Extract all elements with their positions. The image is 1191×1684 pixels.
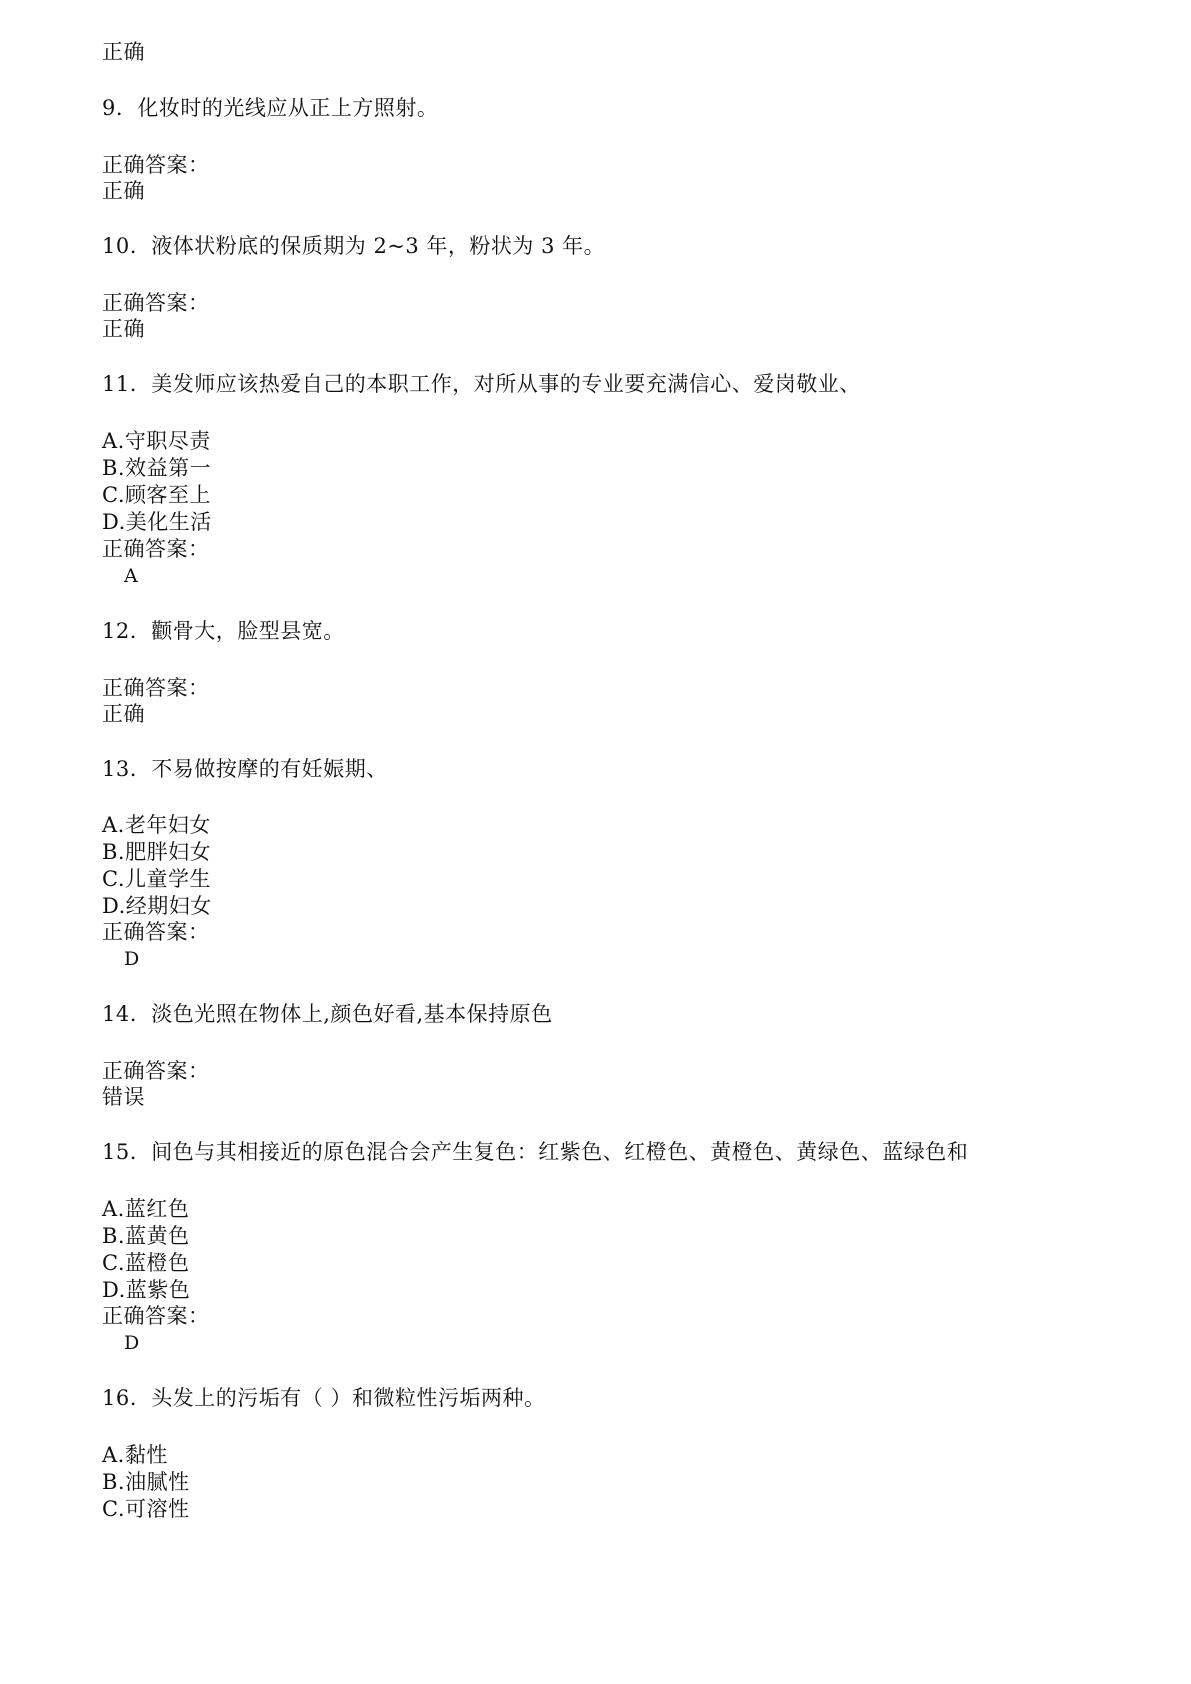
question-14 <box>102 1000 553 1028</box>
question-text: 液体状粉底的保质期为 2~3 年，粉状为 3 年。 <box>151 234 606 258</box>
option-c: C.可溶性 <box>102 1497 190 1521</box>
answer-value: A <box>124 565 139 587</box>
question-10 <box>102 232 605 260</box>
answer-value: 错误 <box>102 1085 145 1109</box>
option-b: B.肥胖妇女 <box>102 840 212 864</box>
option-b: B.效益第一 <box>102 456 212 480</box>
question-number: 13. <box>102 757 137 781</box>
answer-value: 正确 <box>102 317 145 341</box>
question-text: 颧骨大，脸型县宽。 <box>151 619 345 643</box>
question-number: 9. <box>102 96 124 120</box>
option-a: A.守职尽责 <box>102 429 211 453</box>
question-11 <box>102 370 861 398</box>
answer-value: 正确 <box>102 179 145 203</box>
answer-value: D <box>124 1332 140 1354</box>
answer-label: 正确答案： <box>102 1059 210 1083</box>
question-text: 化妆时的光线应从正上方照射。 <box>137 96 439 120</box>
question-number: 14. <box>102 1002 137 1026</box>
top-answer: 正确 <box>102 40 145 64</box>
answer-label: 正确答案： <box>102 1304 210 1328</box>
question-number: 16. <box>102 1386 137 1410</box>
question-text: 美发师应该热爱自己的本职工作，对所从事的专业要充满信心、爱岗敬业、 <box>151 372 861 396</box>
question-number: 12. <box>102 619 137 643</box>
option-b: B.蓝黄色 <box>102 1224 190 1248</box>
option-c: C.顾客至上 <box>102 483 211 507</box>
answer-label: 正确答案： <box>102 537 210 561</box>
question-12 <box>102 617 345 645</box>
option-c: C.蓝橙色 <box>102 1251 190 1275</box>
question-text: 淡色光照在物体上,颜色好看,基本保持原色 <box>151 1002 553 1026</box>
answer-value: 正确 <box>102 702 145 726</box>
option-b: B.油腻性 <box>102 1470 190 1494</box>
question-number: 15. <box>102 1140 137 1164</box>
question-9 <box>102 94 438 122</box>
question-number: 11. <box>102 372 137 396</box>
option-d: D.经期妇女 <box>102 894 212 918</box>
answer-label: 正确答案： <box>102 676 210 700</box>
option-d: D.美化生活 <box>102 510 212 534</box>
answer-value: D <box>124 948 140 970</box>
question-text: 不易做按摩的有妊娠期、 <box>151 757 388 781</box>
answer-label: 正确答案： <box>102 153 210 177</box>
question-text: 头发上的污垢有（ ）和微粒性污垢两种。 <box>151 1386 546 1410</box>
question-13 <box>102 755 388 783</box>
question-number: 10. <box>102 234 137 258</box>
option-a: A.黏性 <box>102 1443 168 1467</box>
option-a: A.蓝红色 <box>102 1197 190 1221</box>
question-15 <box>102 1138 968 1166</box>
question-16 <box>102 1384 545 1412</box>
answer-label: 正确答案： <box>102 920 210 944</box>
answer-label: 正确答案： <box>102 291 210 315</box>
option-c: C.儿童学生 <box>102 867 211 891</box>
option-d: D.蓝紫色 <box>102 1278 191 1302</box>
question-text: 间色与其相接近的原色混合会产生复色：红紫色、红橙色、黄橙色、黄绿色、蓝绿色和 <box>151 1140 969 1164</box>
option-a: A.老年妇女 <box>102 813 211 837</box>
